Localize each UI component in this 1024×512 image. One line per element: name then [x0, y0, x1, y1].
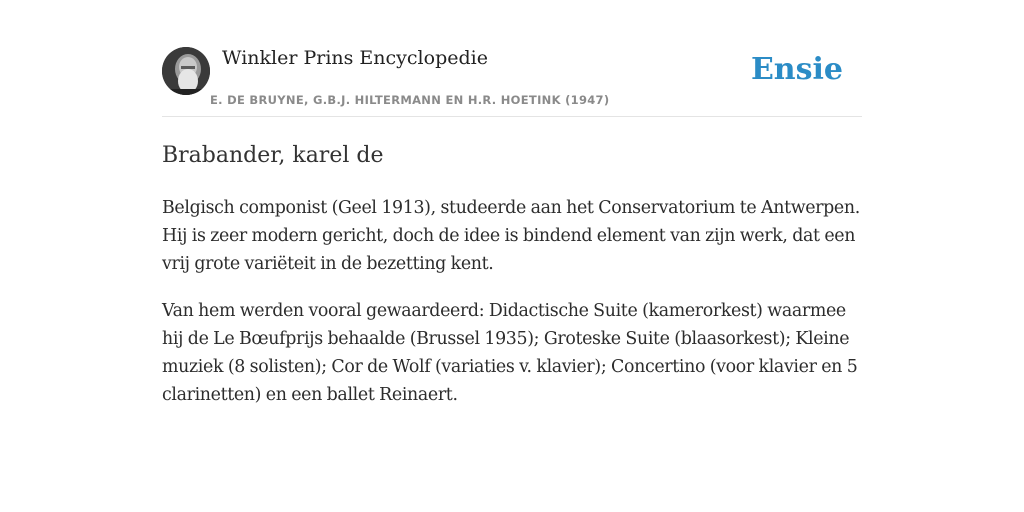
page: [162, 0, 862, 409]
article-paragraph: Belgisch componist (Geel 1913), studeerde aan het Conservatorium te Antwerpen. Hij is zeer modern gericht, doch de idee is bindend element van zijn werk, dat een vrij grote variëteit in de bezetting kent.: [162, 198, 860, 274]
author-portrait-icon: [162, 47, 210, 95]
ensie-logo[interactable]: Ensie: [750, 52, 843, 87]
article-body: [162, 194, 862, 409]
page-header: [162, 46, 862, 117]
article-paragraph: Van hem werden vooral gewaardeerd: Didactische Suite (kamerorkest) waarmee hij de Le Bœufprijs behaalde (Brussel 1935); Groteske Suite (blaasorkest); Kleine muziek (8 solisten); Cor de Wolf (variaties v. klavier); Concertino (voor klavier en 5 clarinetten) en een ballet Reinaert.: [162, 301, 858, 405]
avatar[interactable]: [162, 47, 210, 95]
encyclopedia-title[interactable]: Winkler Prins Encyclopedie: [222, 47, 488, 69]
article-title: Brabander, karel de: [162, 143, 384, 168]
authors-line: E. DE BRUYNE, G.B.J. HILTERMANN EN H.R. HOETINK (1947): [210, 93, 610, 107]
